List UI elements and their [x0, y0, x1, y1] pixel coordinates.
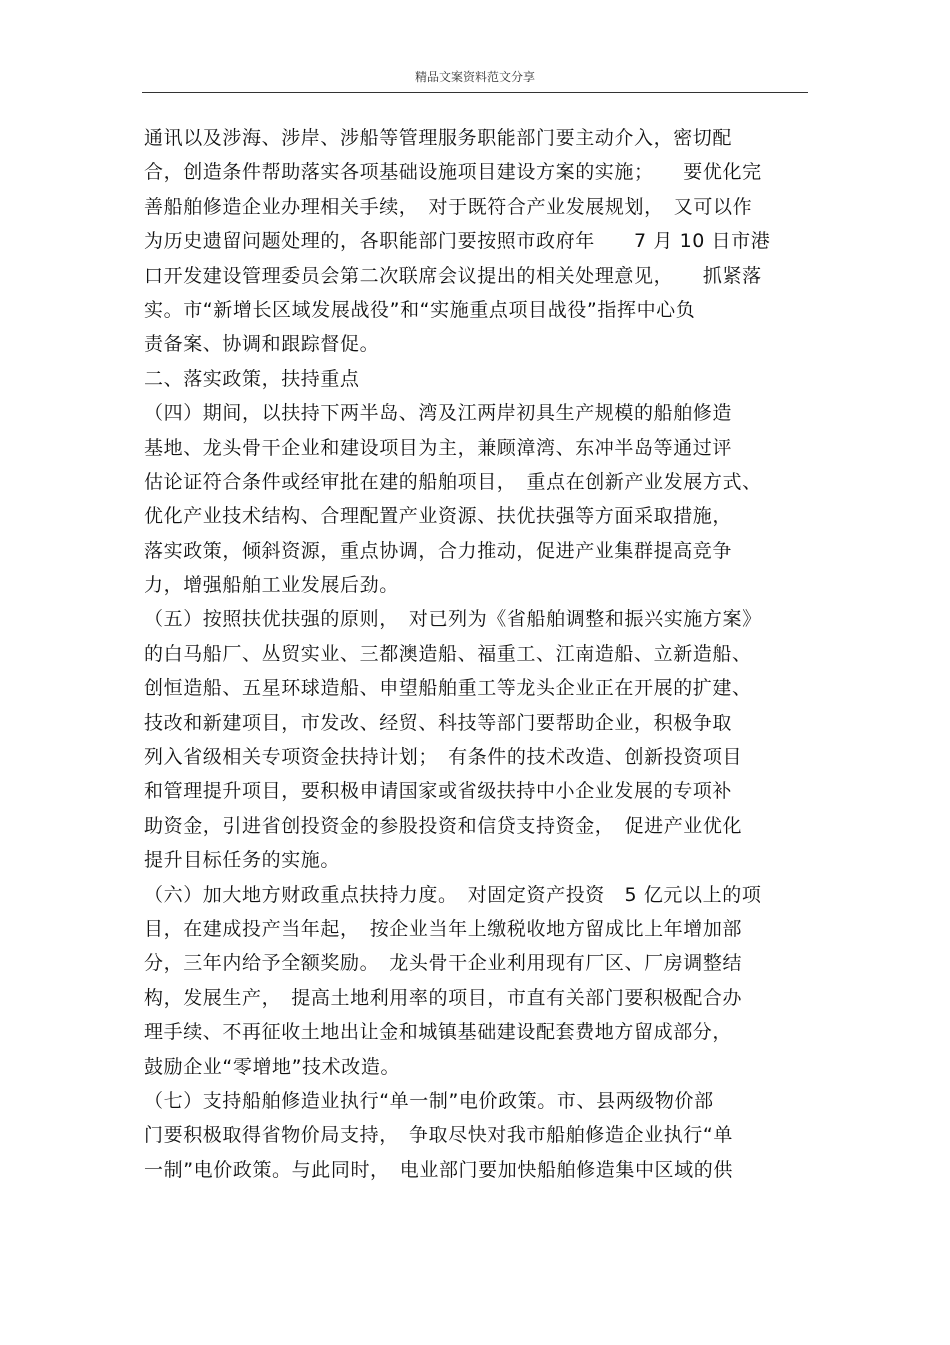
text-line: 通讯以及涉海、涉岸、涉船等管理服务职能部门要主动介入，密切配 [144, 127, 733, 149]
text-line: 基地、龙头骨干企业和建设项目为主，兼顾漳湾、东冲半岛等通过评 [144, 436, 733, 459]
text-line: 估论证符合条件或经审批在建的船舶项目， 重点在创新产业发展方式、 [144, 470, 762, 493]
text-line: 优化产业技术结构、合理配置产业资源、扶优扶强等方面采取措施， [144, 505, 733, 528]
text-line: 鼓励企业“零增地”技术改造。 [144, 1055, 401, 1078]
text-line: 力，增强船舶工业发展后劲。 [144, 574, 399, 597]
text-line: 提升目标任务的实施。 [144, 849, 341, 872]
text-line: 创恒造船、五星环球造船、申望船舶重工等龙头企业正在开展的扩建、 [144, 677, 752, 700]
text-line: 合，创造条件帮助落实各项基础设施项目建设方案的实施； 要优化完 [144, 161, 762, 184]
text-line: 技改和新建项目，市发改、经贸、科技等部门要帮助企业，积极争取 [144, 711, 733, 734]
text-line: 目，在建成投产当年起， 按企业当年上缴税收地方留成比上年增加部 [144, 917, 743, 940]
document-body [144, 121, 824, 1187]
text-line: 实。市“新增长区域发展战役”和“实施重点项目战役”指挥中心负 [144, 298, 696, 321]
text-line: 列入省级相关专项资金扶持计划； 有条件的技术改造、创新投资项目 [144, 746, 743, 769]
header-title: 精品文案资料范文分享 [414, 70, 535, 84]
text-line: 一制”电价政策。与此同时， 电业部门要加快船舶修造集中区域的供 [144, 1158, 733, 1181]
text-line: 落实政策，倾斜资源，重点协调，合力推动，促进产业集群提高竞争 [144, 539, 733, 562]
text-line: 构，发展生产， 提高土地利用率的项目，市直有关部门要积极配合办 [144, 986, 743, 1009]
text-line: （五）按照扶优扶强的原则， 对已列为《省船舶调整和振兴实施方案》 [144, 608, 762, 631]
text-line: 理手续、不再征收土地出让金和城镇基础建设配套费地方留成部分， [144, 1021, 733, 1044]
page-header [142, 64, 808, 93]
text-line: 分，三年内给予全额奖励。 龙头骨干企业利用现有厂区、厂房调整结 [144, 952, 743, 975]
text-line: （六）加大地方财政重点扶持力度。 对固定资产投资 5 亿元以上的项 [144, 883, 762, 906]
text-line: 口开发建设管理委员会第二次联席会议提出的相关处理意见， 抓紧落 [144, 264, 762, 287]
text-line: （七）支持船舶修造业执行“单一制”电价政策。市、县两级物价部 [144, 1089, 714, 1112]
section-heading: 二、落实政策，扶持重点 [144, 367, 360, 390]
text-line: 为历史遗留问题处理的，各职能部门要按照市政府年 7 月 10 日市港 [144, 230, 771, 253]
text-line: 的白马船厂、丛贸实业、三都澳造船、福重工、江南造船、立新造船、 [144, 642, 752, 665]
text-line: 助资金，引进省创投资金的参股投资和信贷支持资金， 促进产业优化 [144, 814, 743, 837]
text-line: 善船舶修造企业办理相关手续， 对于既符合产业发展规划， 又可以作 [144, 195, 753, 218]
text-line: 责备案、协调和跟踪督促。 [144, 333, 380, 356]
text-line: 和管理提升项目，要积极申请国家或省级扶持中小企业发展的专项补 [144, 780, 733, 803]
text-line: （四）期间，以扶持下两半岛、湾及江两岸初具生产规模的船舶修造 [144, 402, 733, 425]
text-line: 门要积极取得省物价局支持， 争取尽快对我市船舶修造企业执行“单 [144, 1124, 733, 1147]
